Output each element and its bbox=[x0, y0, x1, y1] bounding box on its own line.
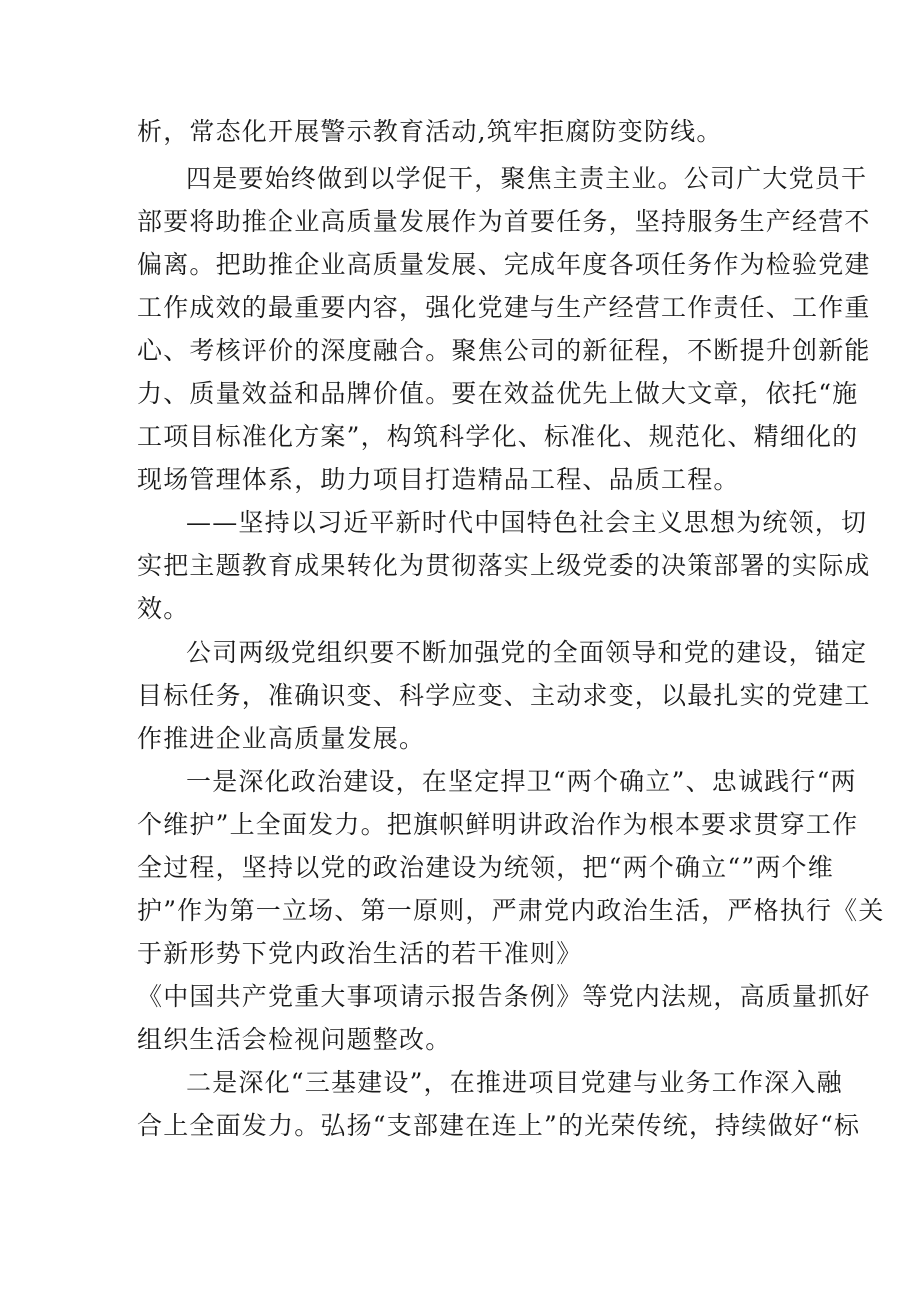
text-line: 于新形势下党内政治生活的若干准则》 bbox=[137, 939, 583, 968]
text-line: 组织生活会检视问题整改。 bbox=[137, 1025, 452, 1054]
text-line: 现场管理体系，助力项目打造精品工程、品质工程。 bbox=[137, 465, 740, 494]
paragraph-start-line: 一是深化政治建设，在坚定捍卫“两个确立”、忠诚践行“两 bbox=[186, 767, 857, 796]
text-line: 心、考核评价的深度融合。聚焦公司的新征程，不断提升创新能 bbox=[137, 336, 871, 365]
text-line: 工作成效的最重要内容，强化党建与生产经营工作责任、工作重 bbox=[137, 293, 871, 322]
text-line: 析，常态化开展警示教育活动,筑牢拒腐防变防线。 bbox=[137, 117, 723, 146]
paragraph-start-line: 公司两级党组织要不断加强党的全面领导和党的建设，锚定 bbox=[186, 638, 868, 667]
text-line: 全过程，坚持以党的政治建设为统领，把“两个确立“”两个维 bbox=[137, 853, 834, 882]
text-line: 工项目标准化方案”，构筑科学化、标准化、规范化、精细化的 bbox=[137, 422, 859, 451]
text-line: 作推进企业高质量发展。 bbox=[137, 724, 426, 753]
paragraph-start-line: 四是要始终做到以学促干，聚焦主责主业。公司广大党员干 bbox=[186, 164, 868, 193]
paragraph-start-line: 二是深化“三基建设”，在推进项目党建与业务工作深入融 bbox=[186, 1068, 843, 1097]
paragraph-start-line: ——坚持以习近平新时代中国特色社会主义思想为统领，切 bbox=[186, 508, 868, 537]
text-line: 实把主题教育成果转化为贯彻落实上级党委的决策部署的实际成 bbox=[137, 551, 871, 580]
text-line: 《中国共产党重大事项请示报告条例》等党内法规，高质量抓好 bbox=[137, 982, 871, 1011]
text-line: 力、质量效益和品牌价值。要在效益优先上做大文章，依托“施 bbox=[137, 379, 859, 408]
text-line: 合上全面发力。弘扬“支部建在连上”的光荣传统，持续做好“标 bbox=[137, 1111, 861, 1140]
text-line: 偏离。把助推企业高质量发展、完成年度各项任务作为检验党建 bbox=[137, 250, 871, 279]
text-line: 效。 bbox=[137, 594, 190, 623]
text-line: 个维护”上全面发力。把旗帜鲜明讲政治作为根本要求贯穿工作 bbox=[137, 810, 859, 839]
text-line: 目标任务，准确识变、科学应变、主动求变，以最扎实的党建工 bbox=[137, 681, 871, 710]
text-line: 护”作为第一立场、第一原则，严肃党内政治生活，严格执行《关 bbox=[137, 896, 885, 925]
text-line: 部要将助推企业高质量发展作为首要任务，坚持服务生产经营不 bbox=[137, 207, 871, 236]
